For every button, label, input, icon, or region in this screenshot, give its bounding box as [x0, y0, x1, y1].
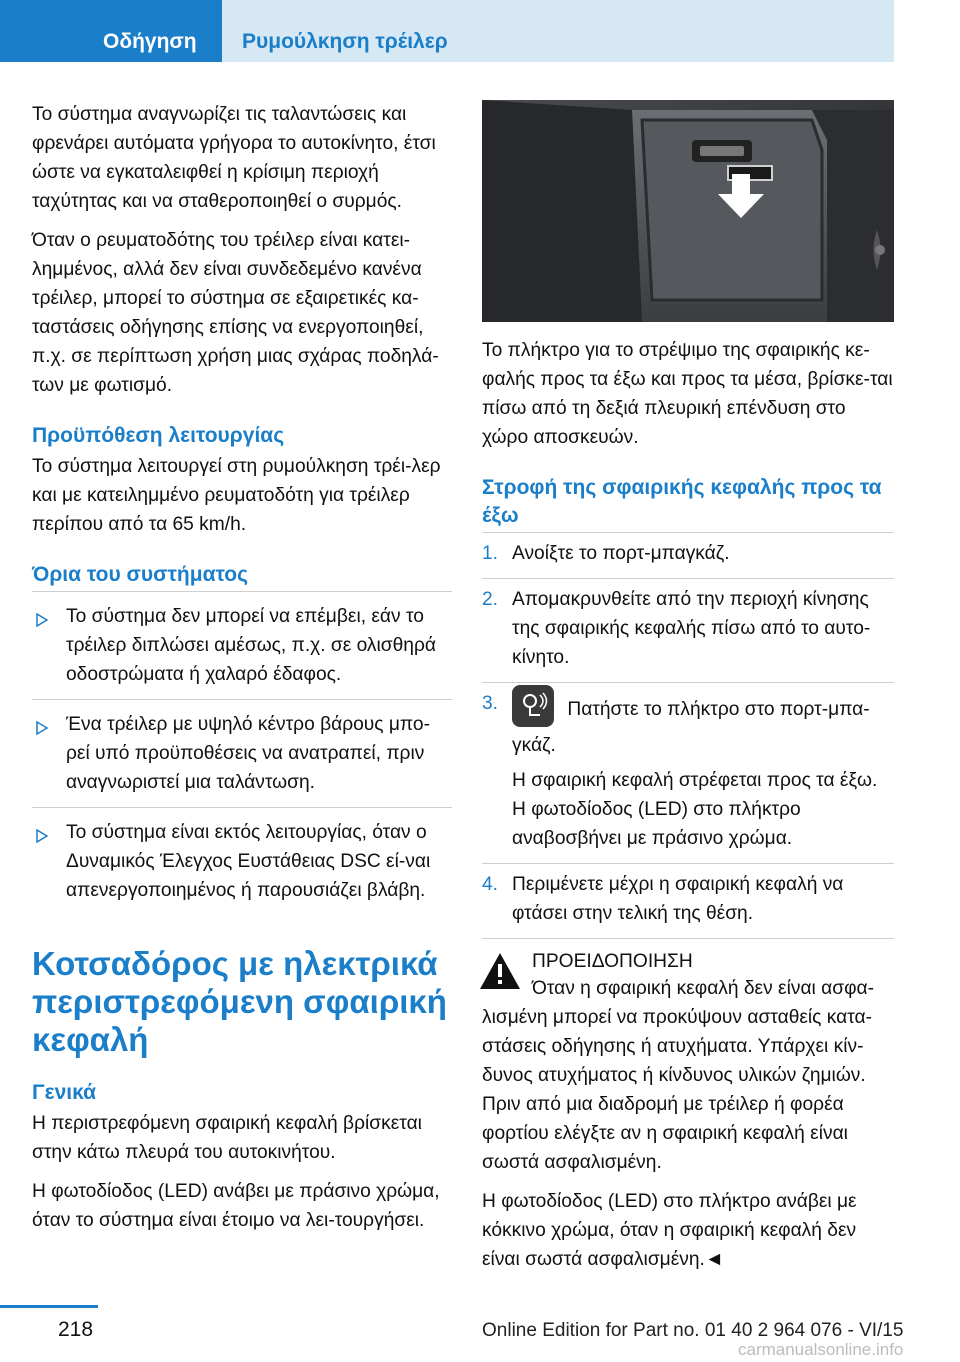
tow-hitch-button-icon	[512, 685, 554, 727]
step-number: 3.	[482, 693, 499, 714]
heading-general: Γενικά	[32, 1081, 97, 1104]
list-item	[482, 864, 894, 939]
list-item	[482, 532, 894, 579]
heading-system-limits: Όρια του συστήματος	[32, 563, 249, 586]
paragraph-led-red: Η φωτοδίοδος (LED) στο πλήκτρο ανάβει με κόκκινο χρώμα, όταν η σφαιρική κεφαλή δεν είναι σωστά ασφαλισμένη.◄	[482, 1191, 857, 1270]
tab-trailer-towing[interactable]	[222, 0, 894, 62]
step-text: Απομακρυνθείτε από την περιοχή κίνησης της σφαιρικής κεφαλής πίσω από το αυτο‐κίνητο.	[512, 589, 871, 668]
heading-prerequisite: Προϋπόθεση λειτουργίας	[32, 424, 285, 447]
header-tabbar	[0, 0, 960, 62]
left-column	[32, 100, 452, 1245]
list-item-text: Ένα τρέιλερ με υψηλό κέντρο βάρους μπο‐ρεί υπό προϋποθέσεις να ανατραπεί, πριν αναγνωριστεί μια ταλάντωση.	[66, 714, 430, 793]
luggage-compartment-photo	[482, 100, 894, 322]
heading-swing-out: Στροφή της σφαιρικής κεφαλής προς τα έξω	[482, 476, 882, 527]
warning-title: ΠΡΟΕΙΔΟΠΟΙΗΣΗ	[532, 951, 693, 972]
list-item	[32, 591, 452, 700]
list-item	[32, 808, 452, 915]
list-item	[32, 700, 452, 808]
footer-accent-line	[0, 1305, 98, 1308]
warning-text: Όταν η σφαιρική κεφαλή δεν είναι ασφα‐λισμένη μπορεί να προκύψουν ασταθείς κατα‐στάσεις οδήγησης ή ατυχήματα. Υπάρχει κίν‐δυνος ατυχήματος ή κίνδυνος υλικών ζημιών. Πριν από μια διαδρομή με τρέιλερ ή φορέα φορτίου ελέγξτε αν η σφαιρική κεφαλή είναι σωστά ασφαλισμένη.	[482, 978, 874, 1173]
step-number: 2.	[482, 589, 499, 610]
triangle-right-icon	[36, 823, 48, 852]
step-number: 4.	[482, 874, 499, 895]
watermark: carmanualsonline.info	[738, 1340, 904, 1359]
paragraph-general-led: Η φωτοδίοδος (LED) ανάβει με πράσινο χρώμα, όταν το σύστημα είναι έτοιμο να λει‐τουργήσει.	[32, 1181, 440, 1231]
triangle-right-icon	[36, 607, 48, 636]
step-text: Ανοίξτε το πορτ-μπαγκάζ.	[512, 543, 730, 564]
warning-box	[482, 947, 894, 976]
list-item-text: Το σύστημα δεν μπορεί να επέμβει, εάν το τρέιλερ διπλώσει αμέσως, π.χ. σε ολισθηρά οδοστρώματα ή χαλαρό έδαφος.	[66, 606, 436, 685]
tab-driving-label: Οδήγηση	[103, 30, 197, 53]
paragraph-general-location: Η περιστρεφόμενη σφαιρική κεφαλή βρίσκεται στην κάτω πλευρά του αυτοκινήτου.	[32, 1113, 422, 1163]
list-item-text: Το σύστημα είναι εκτός λειτουργίας, όταν ο Δυναμικός Έλεγχος Ευστάθειας DSC εί‐ναι απενεργοποιημένος ή παρουσιάζει βλάβη.	[66, 822, 431, 901]
tab-trailer-towing-label: Ρυμούλκηση τρέιλερ	[242, 30, 448, 53]
paragraph-prerequisite: Το σύστημα λειτουργεί στη ρυμούλκηση τρέι‐λερ και με κατειλημμένο ρευματοδότη για τρέιλερ περίπου από τα 65 km/h.	[32, 456, 441, 535]
step-result: Η σφαιρική κεφαλή στρέφεται προς τα έξω. Η φωτοδίοδος (LED) στο πλήκτρο αναβοσβήνει με πράσινο χρώμα.	[512, 770, 878, 849]
right-column	[482, 100, 894, 1284]
tab-driving[interactable]	[0, 0, 222, 62]
limits-list	[32, 591, 452, 915]
list-item	[482, 683, 894, 864]
page-number: 218	[58, 1318, 94, 1341]
paragraph-socket-occupied: Όταν ο ρευματοδότης του τρέιλερ είναι κατει‐λημμένος, αλλά δεν είναι συνδεδεμένο κανένα τρέιλερ, μπορεί το σύστημα σε εξαιρετικές κα‐ταστάσεις οδήγησης επίσης να ενεργοποιηθεί, π.χ. σε περίπτωση χρήση μιας σχάρας ποδηλά‐των με φωτισμό.	[32, 230, 439, 396]
list-item	[482, 579, 894, 683]
triangle-right-icon	[36, 715, 48, 744]
footer-edition: Online Edition for Part no. 01 40 2 964 076 - VI/15	[482, 1320, 904, 1341]
step-text: Περιμένετε μέχρι η σφαιρική κεφαλή να φτάσει στην τελική της θέση.	[512, 874, 844, 924]
steps-list	[482, 532, 894, 939]
paragraph-oscillation: Το σύστημα αναγνωρίζει τις ταλαντώσεις και φρενάρει αυτόματα γρήγορα το αυτοκίνητο, έτσι ώστε να εγκαταλειφθεί η κρίσιμη περιοχή ταχύτητας και να σταθεροποιηθεί ο συρμός.	[32, 104, 436, 212]
warning-triangle-icon	[478, 951, 522, 991]
photo-caption: Το πλήκτρο για το στρέψιμο της σφαιρικής κε‐φαλής προς τα έξω και προς τα μέσα, βρίσκε‐ται πίσω από τη δεξιά πλευρική επένδυση στο χώρο αποσκευών.	[482, 340, 893, 448]
heading-tow-hitch: Κοτσαδόρος με ηλεκτρικά περιστρεφόμενη σφαιρική κεφαλή	[32, 945, 447, 1058]
step-number: 1.	[482, 543, 499, 564]
step-text: Πατήστε το πλήκτρο στο πορτ-μπα‐γκάζ.	[512, 699, 870, 756]
